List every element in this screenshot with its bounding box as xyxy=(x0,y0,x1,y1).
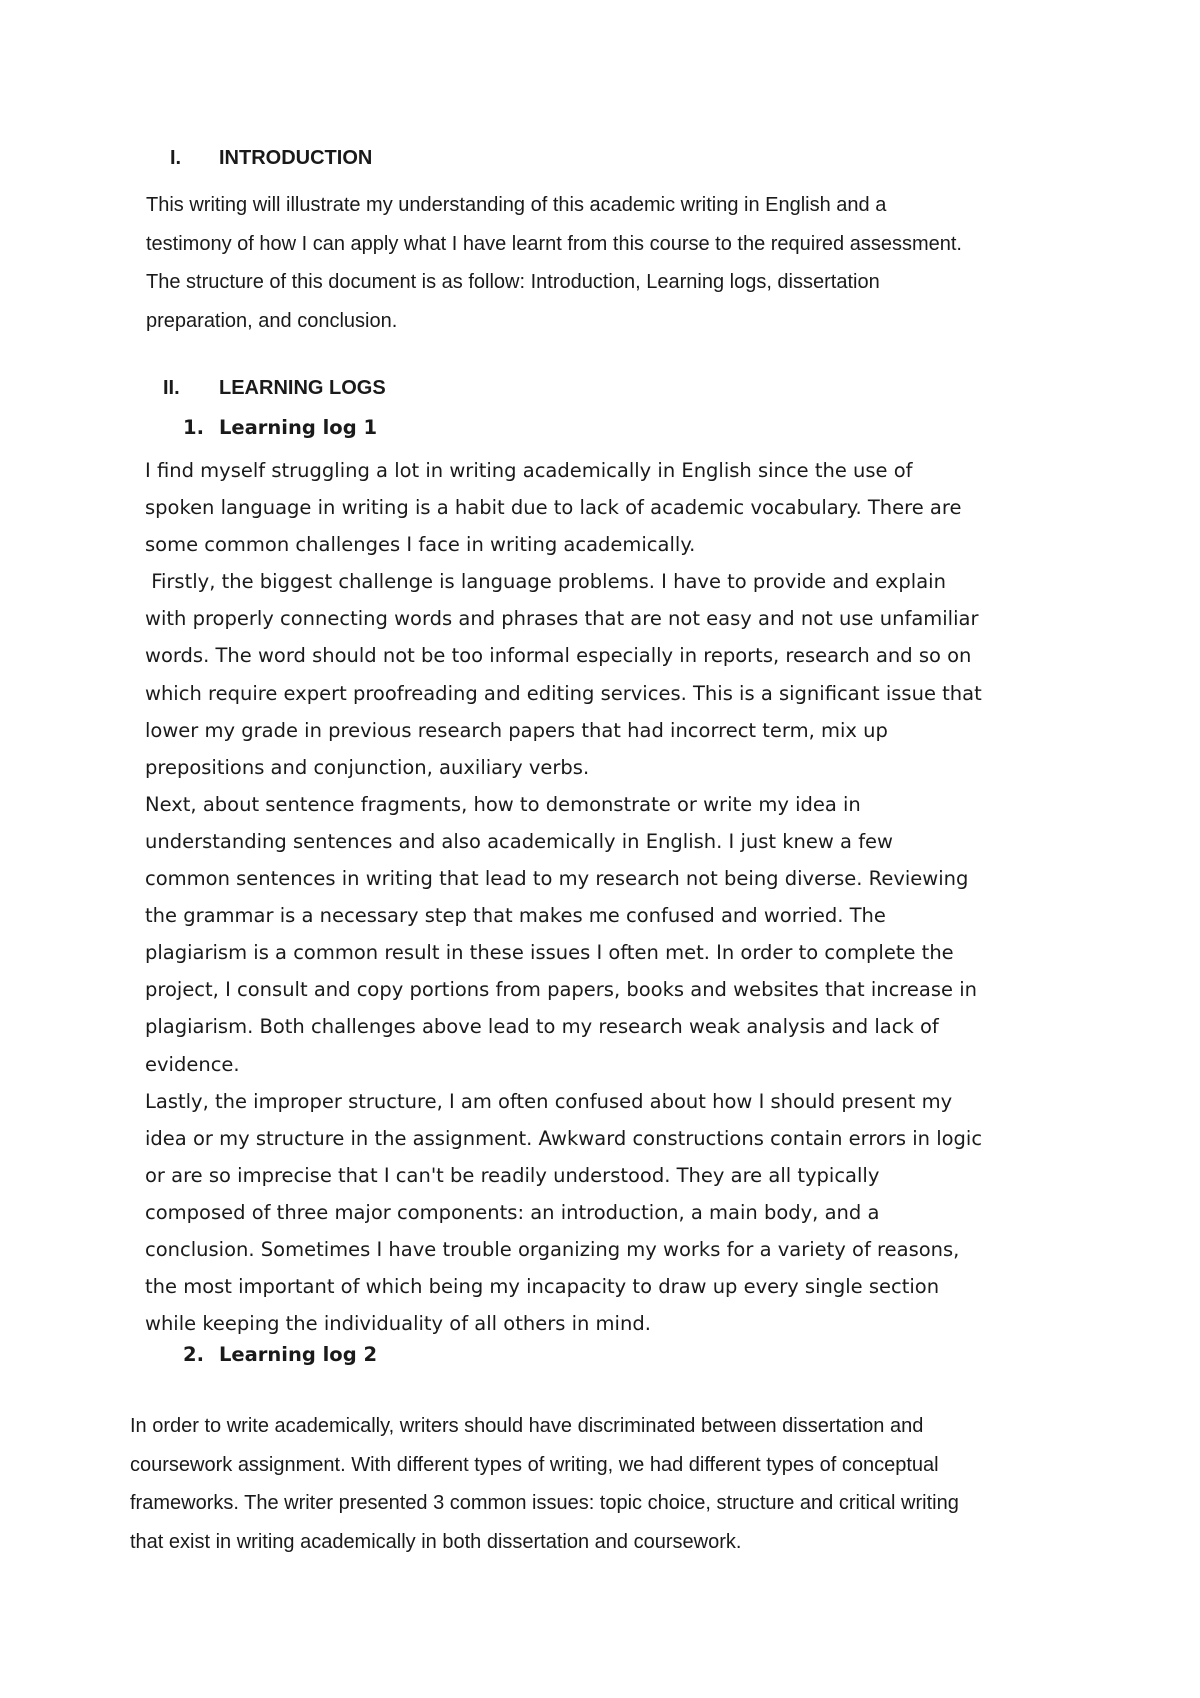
paragraph-line: Firstly, the biggest challenge is language problems. I have to provide and explain xyxy=(145,570,946,594)
paragraph-line: which require expert proofreading and editing services. This is a significant issue that xyxy=(145,681,982,705)
paragraph-line: composed of three major components: an introduction, a main body, and a xyxy=(145,1200,880,1224)
paragraph-line: words. The word should not be too informal especially in reports, research and so on xyxy=(145,644,972,668)
paragraph-line: idea or my structure in the assignment. Awkward constructions contain errors in logic xyxy=(145,1126,983,1150)
learning-log-2-body xyxy=(130,1407,959,1561)
paragraph-line: spoken language in writing is a habit due to lack of academic vocabulary. There are xyxy=(145,496,962,520)
learning-log-2-number: 2. xyxy=(183,1343,204,1366)
paragraph-line: project, I consult and copy portions from papers, books and websites that increase in xyxy=(145,978,977,1002)
learning-log-1-body xyxy=(145,452,982,1342)
paragraph-line: lower my grade in previous research papers that had incorrect term, mix up xyxy=(145,718,888,742)
paragraph-line: evidence. xyxy=(145,1052,240,1076)
learning-log-2-title: Learning log 2 xyxy=(219,1343,378,1366)
paragraph-line: preparation, and conclusion. xyxy=(146,309,398,332)
section-2-title: LEARNING LOGS xyxy=(219,377,386,399)
paragraph-line: the grammar is a necessary step that makes me confused and worried. The xyxy=(145,904,886,928)
paragraph-line: some common challenges I face in writing academically. xyxy=(145,533,696,557)
paragraph-line: coursework assignment. With different types of writing, we had different types of conceptual xyxy=(130,1453,939,1476)
paragraph-line: Next, about sentence fragments, how to demonstrate or write my idea in xyxy=(145,792,861,816)
paragraph-line: I find myself struggling a lot in writing academically in English since the use of xyxy=(145,459,913,482)
paragraph-line: plagiarism is a common result in these issues I often met. In order to complete the xyxy=(145,941,954,965)
section-2-numeral: II. xyxy=(163,377,180,399)
paragraph-line: testimony of how I can apply what I have learnt from this course to the required assessment. xyxy=(146,232,962,255)
paragraph-line: the most important of which being my incapacity to draw up every single section xyxy=(145,1275,940,1299)
paragraph-line: The structure of this document is as follow: Introduction, Learning logs, dissertation xyxy=(146,271,880,293)
section-1-title: INTRODUCTION xyxy=(219,147,373,169)
paragraph-line: conclusion. Sometimes I have trouble organizing my works for a variety of reasons, xyxy=(145,1237,960,1261)
paragraph-line: that exist in writing academically in both dissertation and coursework. xyxy=(130,1530,742,1553)
paragraph-line: understanding sentences and also academically in English. I just knew a few xyxy=(145,829,894,853)
learning-log-1-number: 1. xyxy=(183,416,204,439)
paragraph-line: while keeping the individuality of all others in mind. xyxy=(145,1312,651,1336)
paragraph-line: This writing will illustrate my understanding of this academic writing in English and a xyxy=(146,194,887,216)
paragraph-line: with properly connecting words and phrases that are not easy and not use unfamiliar xyxy=(145,607,979,631)
introduction-paragraph xyxy=(146,186,962,340)
paragraph-line: Lastly, the improper structure, I am often confused about how I should present my xyxy=(145,1089,953,1113)
paragraph-line: plagiarism. Both challenges above lead to my research weak analysis and lack of xyxy=(145,1015,939,1039)
paragraph-line: or are so imprecise that I can't be readily understood. They are all typically xyxy=(145,1163,880,1187)
paragraph-line: frameworks. The writer presented 3 common issues: topic choice, structure and critical writing xyxy=(130,1492,959,1514)
paragraph-line: In order to write academically, writers should have discriminated between dissertation and xyxy=(130,1415,924,1437)
section-1-numeral: I. xyxy=(170,147,182,169)
paragraph-line: common sentences in writing that lead to my research not being diverse. Reviewing xyxy=(145,867,969,891)
learning-log-1-title: Learning log 1 xyxy=(219,416,378,439)
paragraph-line: prepositions and conjunction, auxiliary verbs. xyxy=(145,755,590,779)
